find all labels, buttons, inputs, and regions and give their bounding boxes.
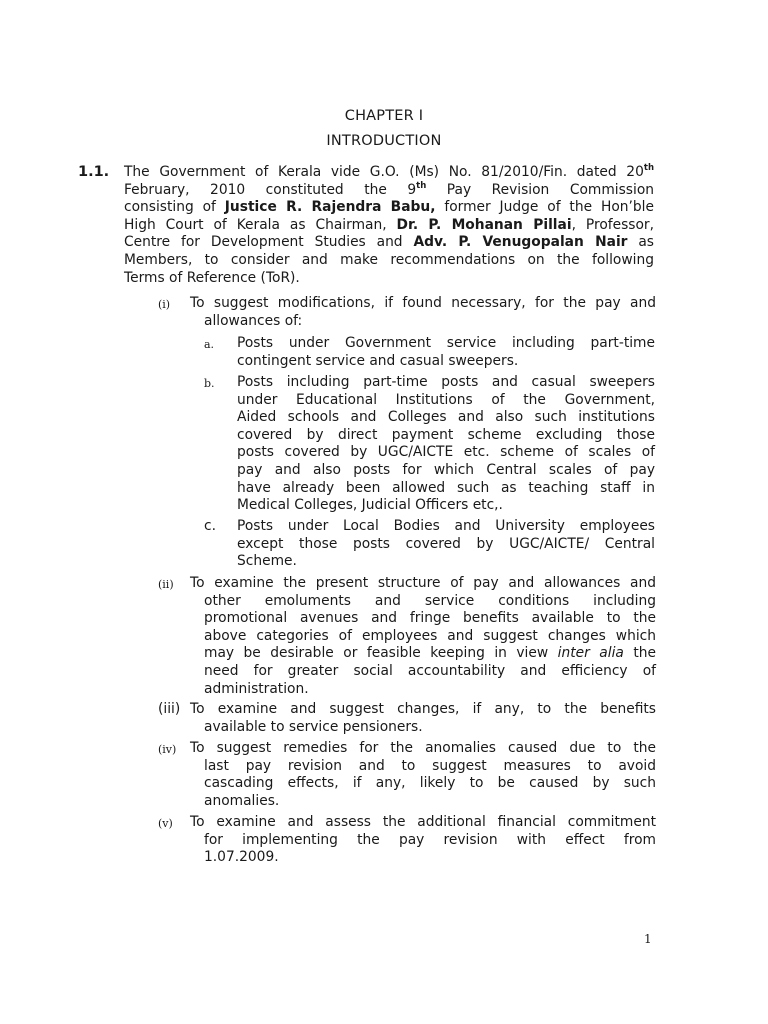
text-run: may be desirable or feasible keeping in view [204,645,558,662]
subitem-marker: a. [204,338,215,351]
item-marker: (i) [158,298,171,311]
text-line: available to service pensioners. [204,718,423,735]
text-line: except those posts covered by UGC/AICTE/ Central [237,535,655,552]
text-run: High Court of Kerala as Chairman, [124,216,397,233]
text-line: To suggest modifications, if found necessary, for the pay and [190,295,656,311]
text-line: administration. [204,680,309,697]
subitem-marker: b. [204,377,215,390]
item-continuation [190,593,656,699]
member-name: Adv. P. Venugopalan Nair [413,234,628,251]
text-line: promotional avenues and fringe benefits available to the [204,610,656,627]
paragraph-text [124,164,654,287]
text-line: Posts under Government service including part-time [237,335,655,351]
subitem-text [237,518,655,571]
subitem-text [237,335,655,370]
superscript: th [416,180,427,191]
text-line: To examine the present structure of pay and allowances and [190,575,656,591]
text-line: last pay revision and to suggest measures to avoid [204,757,656,774]
text-line: for implementing the pay revision with effect from [204,831,656,848]
item-text [190,575,656,698]
text-run: former Judge of the Hon’ble [435,199,654,216]
item-marker: (ii) [158,578,174,591]
chapter-heading: CHAPTER I [344,108,424,124]
text-line [204,645,656,663]
text-line: allowances of: [204,312,303,329]
text-line: anomalies. [204,792,280,809]
text-line: 1.07.2009. [204,849,279,866]
text-line: Scheme. [237,553,297,570]
text-line: To suggest remedies for the anomalies caused due to the [190,740,656,756]
item-text [190,701,656,736]
text-line: Posts including part-time posts and casual sweepers [237,374,655,390]
text-line: Members, to consider and make recommendations on the following [124,251,654,268]
member-name: Dr. P. Mohanan Pillai [396,216,572,233]
text-run: Pay Revision Commission [426,181,655,198]
text-line [124,217,654,235]
text-line: Medical Colleges, Judicial Officers etc,. [237,497,503,514]
text-line: Posts under Local Bodies and University employees [237,518,655,534]
paragraph-number: 1.1. [78,164,110,180]
text-line [124,234,654,252]
item-text [190,295,656,330]
chairman-name: Justice R. Rajendra Babu, [224,199,436,216]
item-marker: (v) [158,817,173,830]
subitem-marker: c. [204,518,216,534]
page-number: 1 [644,932,652,946]
text-run: the [623,645,657,662]
text-line [124,199,654,217]
item-continuation [190,832,656,867]
text-run: Centre for Development Studies and [124,234,414,251]
text-run: , Professor, [571,216,654,233]
text-line: cascading effects, if any, likely to be caused by such [204,775,656,792]
text-run: as [627,234,654,251]
text-line: other emoluments and service conditions including [204,592,656,609]
text-line: contingent service and casual sweepers. [237,352,519,369]
text-line [124,164,654,182]
italic-phrase: inter alia [557,645,624,662]
text-line: above categories of employees and suggest changes which [204,627,656,644]
item-text [190,814,656,867]
subitem-text [237,374,655,515]
text-run: consisting of [124,199,225,216]
text-line: under Educational Institutions of the Government, [237,391,655,408]
text-line: Terms of Reference (ToR). [124,269,300,286]
text-line: pay and also posts for which Central scales of pay [237,461,655,478]
item-marker: (iii) [158,701,181,717]
text-run: The Government of Kerala vide G.O. (Ms) No. 81/2010/Fin. dated 20 [124,164,644,180]
text-line: To examine and assess the additional financial commitment [190,814,656,830]
text-run: February, 2010 constituted the 9 [124,181,417,198]
section-title: INTRODUCTION [326,133,442,149]
text-line: need for greater social accountability and efficiency of [204,662,656,679]
text-line: To examine and suggest changes, if any, to the benefits [190,701,656,717]
text-line: covered by direct payment scheme excluding those [237,426,655,443]
text-line: have already been allowed such as teaching staff in [237,479,655,496]
item-text [190,740,656,810]
text-line [124,182,654,200]
superscript: th [643,163,654,173]
text-line: Aided schools and Colleges and also such institutions [237,409,655,426]
item-marker: (iv) [158,743,177,756]
item-continuation [190,758,656,811]
text-line: posts covered by UGC/AICTE etc. scheme of scales of [237,444,655,461]
